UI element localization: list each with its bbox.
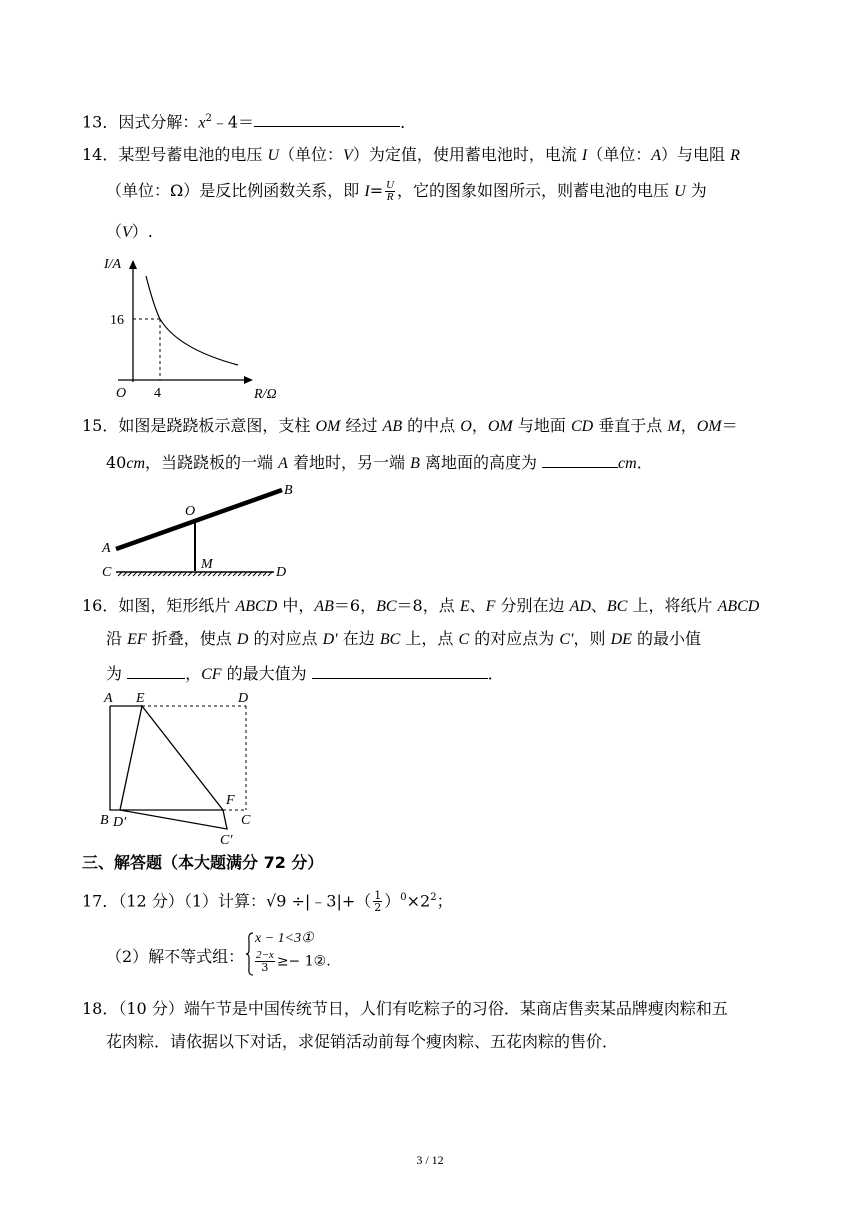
q17-line-2: （2）解不等式组：: [106, 947, 245, 966]
point-a-label: A: [102, 541, 111, 556]
left-brace-icon: [245, 932, 254, 976]
rect-point-a-label: A: [104, 691, 113, 706]
fraction-u-over-r: $\frac{U}{R}$: [386, 179, 395, 203]
origin-label: O: [116, 386, 127, 401]
inverse-proportion-graph: [98, 252, 288, 404]
answer-blank-q13[interactable]: [254, 110, 400, 127]
q14-line-3: （V）.: [106, 222, 153, 241]
point-m-label: M: [201, 557, 213, 572]
q18-line-1: 18．（10 分）端午节是中国传统节日，人们有吃粽子的习俗．某商店售卖某品牌瘦肉粽和五: [82, 999, 728, 1018]
q15-line-2: 40cm，当跷跷板的一端 A 着地时，另一端 B 离地面的高度为 cm．: [106, 453, 653, 472]
folding-rectangle-diagram: [98, 686, 268, 846]
q14-line-2: （单位：Ω）是反比例函数关系，即 I= $\frac{U}{R}$ ，它的图象如图所示，则蓄电池的电压 U 为: [106, 179, 707, 203]
q14-line-1: 14．某型号蓄电池的电压 U（单位：V）为定值，使用蓄电池时，电流 I（单位：A）与电阻 R: [82, 145, 740, 164]
rect-point-d-label: D: [238, 691, 249, 706]
answer-blank-q16-cf[interactable]: [312, 662, 488, 679]
fraction-one-half: $\frac{1}{2}$: [374, 889, 382, 915]
q13-line: 13．因式分解：$x^2﹣4=$ ．: [82, 112, 417, 132]
answer-blank-q15[interactable]: [542, 451, 618, 468]
section-3-title: 三、解答题（本大题满分 72 分）: [82, 853, 324, 872]
q15-line-1: 15．如图是跷跷板示意图，支柱 OM 经过 AB 的中点 O，OM 与地面 CD 垂直于点 M，OM＝: [82, 416, 738, 435]
q17-line-1: 17．（12 分）（1）计算：√9 ÷|﹣3|+（ $\frac{1}{2}$ ）$^0\times 2^2$；: [82, 889, 453, 915]
point-o-label: O: [185, 504, 196, 519]
q16-line-2: 沿 EF 折叠，使点 D 的对应点 D′ 在边 BC 上，点 C 的对应点为 C′，则 DE 的最小值: [106, 629, 702, 648]
seesaw-diagram: [98, 476, 298, 584]
page-number: 3 / 12: [416, 1153, 444, 1167]
inequality-2: $\frac{2-x}{3}$ ≥− 1②.: [256, 949, 331, 974]
y-tick-label: 16: [110, 313, 124, 328]
rect-point-f-label: F: [226, 793, 235, 808]
rect-point-c-prime-label: C′: [220, 833, 233, 846]
rect-point-e-label: E: [136, 691, 145, 706]
rect-point-b-label: B: [100, 813, 109, 828]
rect-point-d-prime-label: D′: [113, 815, 127, 830]
q16-line-1: 16．如图，矩形纸片 ABCD 中，AB＝6，BC＝8，点 E、F 分别在边 AD、BC 上，将纸片 ABCD: [82, 596, 760, 615]
answer-blank-q16-de[interactable]: [127, 662, 185, 679]
rect-point-c-label: C: [241, 813, 251, 828]
q16-line-3: 为 ，CF 的最大值为 ．: [106, 664, 504, 683]
point-c-label: C: [102, 565, 112, 580]
x-axis-label: R/Ω: [254, 387, 277, 402]
q18-line-2: 花肉粽．请依据以下对话，求促销活动前每个瘦肉粽、五花肉粽的售价．: [106, 1032, 619, 1051]
x-tick-label: 4: [154, 386, 161, 401]
point-b-label: B: [284, 483, 293, 498]
inequality-1: x − 1<3①: [255, 931, 314, 946]
point-d-label: D: [276, 565, 287, 580]
y-axis-label: I/A: [104, 257, 122, 272]
